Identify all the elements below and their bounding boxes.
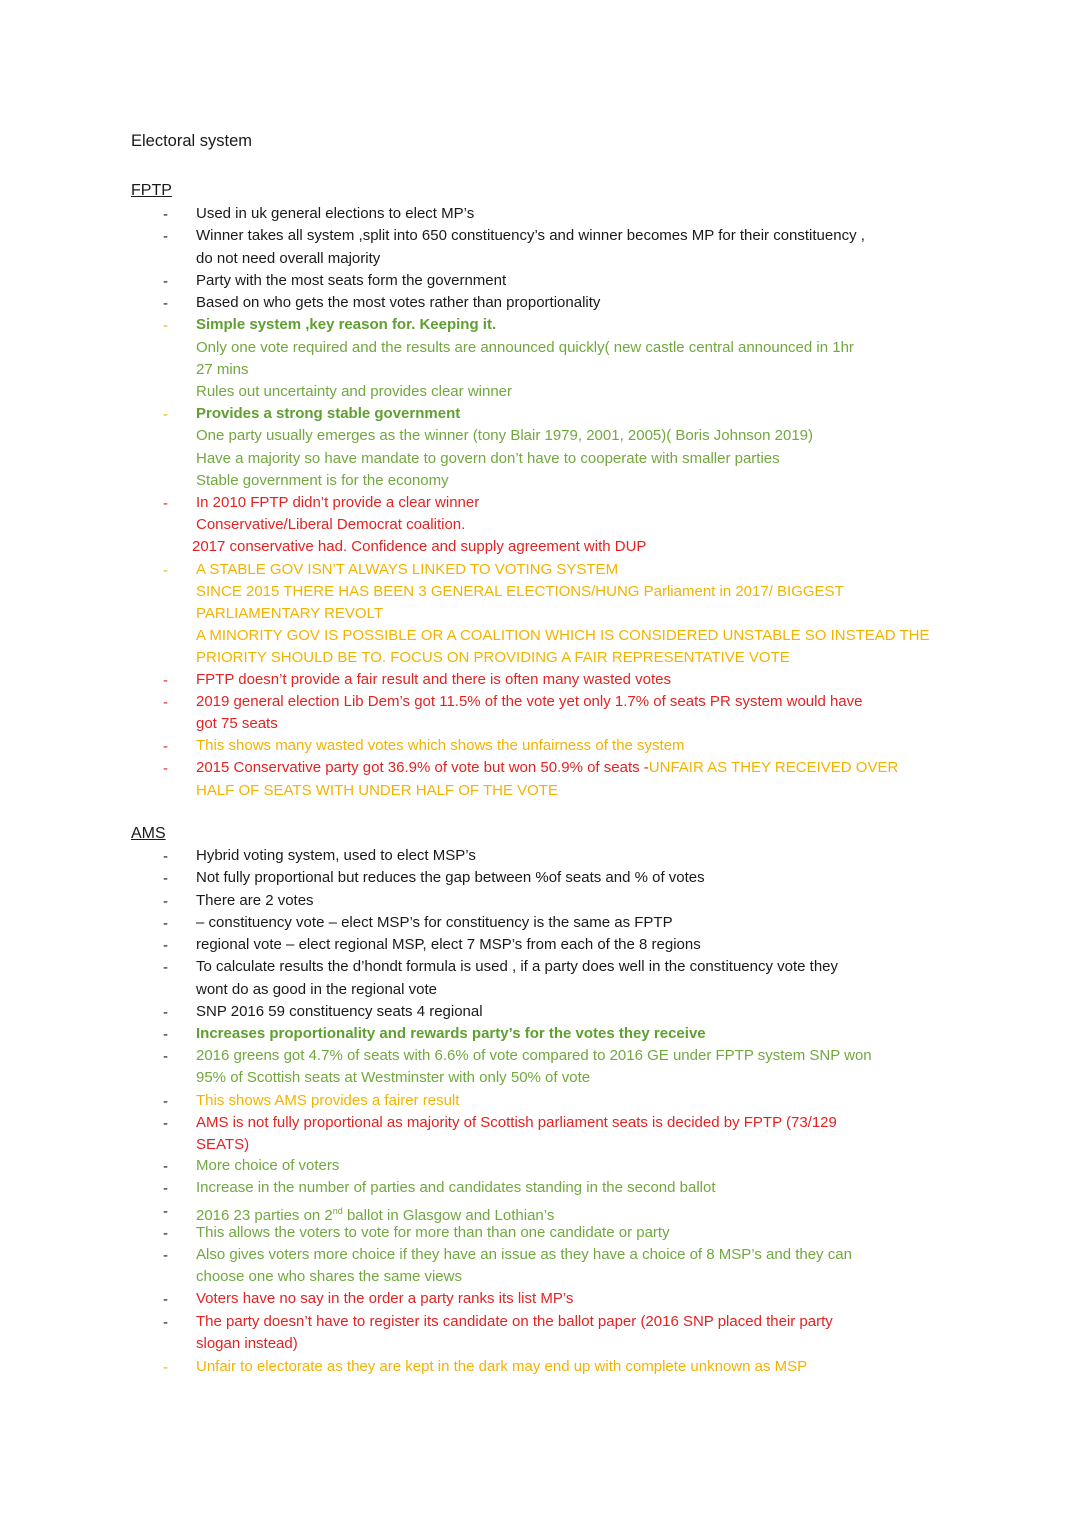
- list-item: [196, 759, 898, 777]
- list-item: Party with the most seats form the government: [196, 272, 507, 289]
- bullet-marker: -: [163, 1359, 168, 1376]
- list-item: Only one vote required and the results are announced quickly( new castle central announced in 1hr: [196, 339, 854, 356]
- list-item: Unfair to electorate as they are kept in the dark may end up with complete unknown as MSP: [196, 1358, 808, 1375]
- list-item: SINCE 2015 THERE HAS BEEN 3 GENERAL ELECTIONS/HUNG Parliament in 2017/ BIGGEST: [196, 583, 844, 600]
- bullet-marker: -: [163, 1026, 168, 1043]
- list-item: HALF OF SEATS WITH UNDER HALF OF THE VOTE: [196, 782, 558, 799]
- bullet-marker: -: [163, 1158, 168, 1175]
- list-item: Have a majority so have mandate to govern don’t have to cooperate with smaller parties: [196, 450, 780, 467]
- bullet-marker: -: [163, 738, 168, 755]
- list-item-part: 2015 Conservative party got 36.9% of vote but won 50.9% of seats -: [196, 759, 649, 776]
- list-item: Rules out uncertainty and provides clear winner: [196, 383, 513, 400]
- list-item: AMS is not fully proportional as majority of Scottish parliament seats is decided by FPTP (73/129: [196, 1114, 837, 1131]
- list-item: Winner takes all system ,split into 650 constituency’s and winner becomes MP for their constituency ,: [196, 227, 865, 244]
- bullet-marker: -: [163, 273, 168, 290]
- bullet-marker: -: [163, 1093, 168, 1110]
- list-item: 2017 conservative had. Confidence and supply agreement with DUP: [192, 538, 647, 555]
- bullet-marker: -: [163, 206, 168, 223]
- section-heading-ams: AMS: [131, 825, 166, 842]
- list-item: wont do as good in the regional vote: [196, 981, 438, 998]
- bullet-marker: -: [163, 915, 168, 932]
- bullet-marker: -: [163, 317, 168, 334]
- bullet-marker: -: [163, 1115, 168, 1132]
- list-item: Increases proportionality and rewards party’s for the votes they receive: [196, 1025, 706, 1042]
- section-heading-fptp: FPTP: [131, 182, 172, 199]
- bullet-marker: -: [163, 760, 168, 777]
- bullet-marker: -: [163, 848, 168, 865]
- list-item: This allows the voters to vote for more than than one candidate or party: [196, 1224, 670, 1241]
- bullet-marker: -: [163, 295, 168, 312]
- bullet-marker: -: [163, 1225, 168, 1242]
- bullet-marker: -: [163, 1314, 168, 1331]
- list-item: SNP 2016 59 constituency seats 4 regional: [196, 1003, 483, 1020]
- list-item: FPTP doesn’t provide a fair result and there is often many wasted votes: [196, 671, 671, 688]
- list-item: Increase in the number of parties and candidates standing in the second ballot: [196, 1179, 716, 1196]
- list-item: Conservative/Liberal Democrat coalition.: [196, 516, 466, 533]
- bullet-marker: -: [163, 1203, 168, 1220]
- list-item: Stable government is for the economy: [196, 472, 449, 489]
- list-item: Hybrid voting system, used to elect MSP’s: [196, 847, 476, 864]
- list-item: There are 2 votes: [196, 892, 314, 909]
- bullet-marker: -: [163, 959, 168, 976]
- list-item: got 75 seats: [196, 715, 278, 732]
- superscript: nd: [332, 1206, 343, 1216]
- bullet-marker: -: [163, 870, 168, 887]
- list-item: Based on who gets the most votes rather than proportionality: [196, 294, 601, 311]
- bullet-marker: -: [163, 937, 168, 954]
- list-item: This shows AMS provides a fairer result: [196, 1092, 460, 1109]
- list-item: More choice of voters: [196, 1157, 340, 1174]
- list-item: regional vote – elect regional MSP, elect 7 MSP’s from each of the 8 regions: [196, 936, 701, 953]
- bullet-marker: -: [163, 672, 168, 689]
- page-title: Electoral system: [131, 132, 253, 150]
- bullet-marker: -: [163, 495, 168, 512]
- list-item: Voters have no say in the order a party ranks its list MP’s: [196, 1290, 574, 1307]
- list-item: Provides a strong stable government: [196, 405, 461, 422]
- list-item: Simple system ,key reason for. Keeping it.: [196, 316, 497, 333]
- list-item: PRIORITY SHOULD BE TO. FOCUS ON PROVIDING A FAIR REPRESENTATIVE VOTE: [196, 649, 790, 666]
- list-item: A MINORITY GOV IS POSSIBLE OR A COALITION WHICH IS CONSIDERED UNSTABLE SO INSTEAD THE: [196, 627, 930, 644]
- bullet-marker: -: [163, 1180, 168, 1197]
- list-item: 95% of Scottish seats at Westminster with only 50% of vote: [196, 1069, 591, 1086]
- list-item: slogan instead): [196, 1335, 298, 1352]
- list-item: A STABLE GOV ISN’T ALWAYS LINKED TO VOTING SYSTEM: [196, 561, 619, 578]
- bullet-marker: -: [163, 1247, 168, 1264]
- list-item: Also gives voters more choice if they have an issue as they have a choice of 8 MSP’s and they can: [196, 1246, 852, 1263]
- bullet-marker: -: [163, 1004, 168, 1021]
- list-item: [196, 1202, 554, 1225]
- list-item: 2016 greens got 4.7% of seats with 6.6% of vote compared to 2016 GE under FPTP system SNP won: [196, 1047, 872, 1064]
- list-item: 2019 general election Lib Dem’s got 11.5% of the vote yet only 1.7% of seats PR system would have: [196, 693, 863, 710]
- bullet-marker: -: [163, 694, 168, 711]
- list-item: The party doesn’t have to register its candidate on the ballot paper (2016 SNP placed their party: [196, 1313, 833, 1330]
- list-item-part: 2016 23 parties on 2: [196, 1207, 333, 1224]
- list-item: Not fully proportional but reduces the gap between %of seats and % of votes: [196, 869, 705, 886]
- bullet-marker: -: [163, 228, 168, 245]
- list-item: SEATS): [196, 1136, 250, 1153]
- list-item-part: UNFAIR AS THEY RECEIVED OVER: [648, 759, 899, 776]
- list-item: PARLIAMENTARY REVOLT: [196, 605, 383, 622]
- list-item-part: ballot in Glasgow and Lothian’s: [342, 1207, 555, 1224]
- list-item: This shows many wasted votes which shows the unfairness of the system: [196, 737, 685, 754]
- bullet-marker: -: [163, 406, 168, 423]
- list-item: Used in uk general elections to elect MP’s: [196, 205, 475, 222]
- list-item: – constituency vote – elect MSP’s for constituency is the same as FPTP: [196, 914, 673, 931]
- list-item: One party usually emerges as the winner (tony Blair 1979, 2001, 2005)( Boris Johnson 2019): [196, 427, 814, 444]
- bullet-marker: -: [163, 562, 168, 579]
- list-item: choose one who shares the same views: [196, 1268, 462, 1285]
- bullet-marker: -: [163, 893, 168, 910]
- list-item: In 2010 FPTP didn’t provide a clear winner: [196, 494, 480, 511]
- list-item: do not need overall majority: [196, 250, 381, 267]
- list-item: To calculate results the d’hondt formula is used , if a party does well in the constituency vote they: [196, 958, 839, 975]
- bullet-marker: -: [163, 1048, 168, 1065]
- bullet-marker: -: [163, 1291, 168, 1308]
- list-item: 27 mins: [196, 361, 249, 378]
